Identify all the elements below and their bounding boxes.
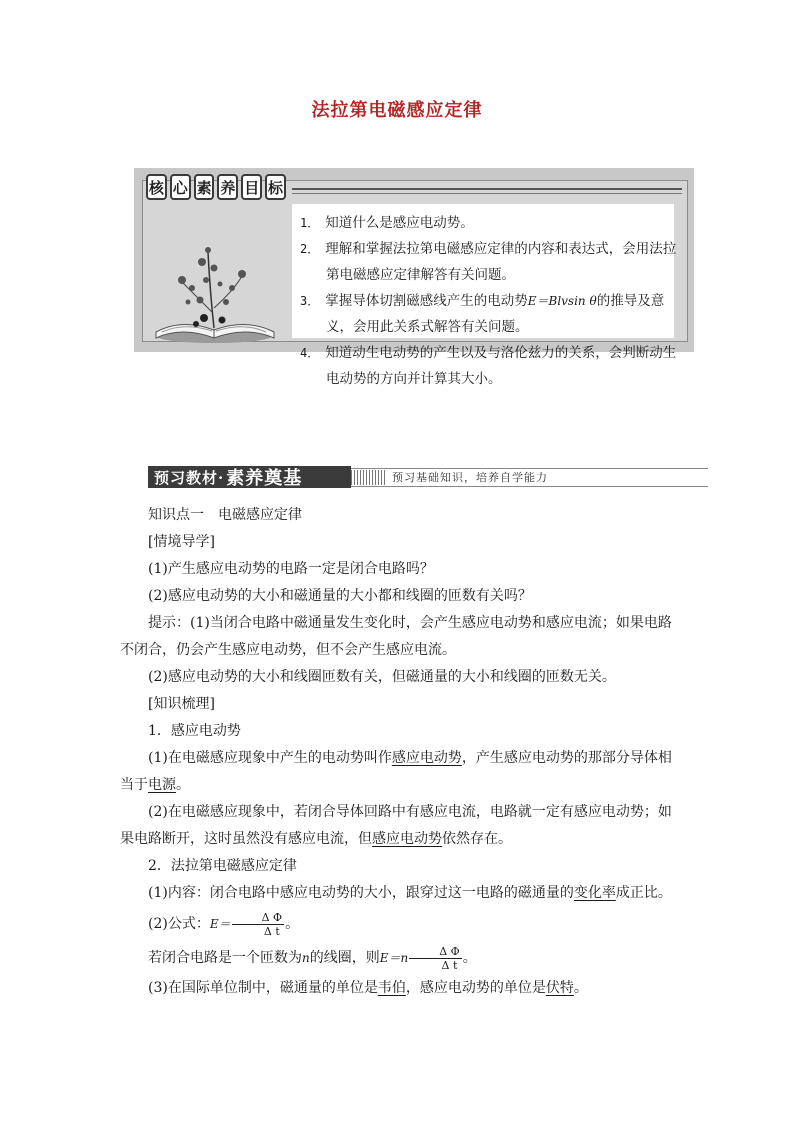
answer-blank: 变化率	[573, 885, 616, 901]
banner-subtitle: 预习基础知识，培养自学能力	[392, 471, 548, 484]
page-title: 法拉第电磁感应定律	[311, 100, 483, 121]
paragraph: (2)在电磁感应现象中，若闭合导体回路中有感应电流，电路就一定有感应电动势；如果电路断开，这时虽然没有感应电流，但感应电动势依然存在。	[120, 804, 672, 847]
header-char: 心	[170, 174, 191, 200]
section-tag: [情境导学]	[148, 534, 215, 550]
question: (2)感应电动势的大小和磁通量的大小都和线圈的匝数有关吗？	[148, 588, 532, 604]
goal-item: 4． 知道动生电动势的产生以及与洛伦兹力的关系，会判断动生电动势的方向并计算其大小。	[300, 345, 677, 387]
subheading: 2．法拉第电磁感应定律	[148, 858, 297, 874]
fraction: $\frac{\text{Δ Φ}}{\text{Δ t}}$	[409, 945, 461, 972]
body-text	[120, 502, 676, 1002]
header-rule	[292, 188, 682, 190]
paragraph: (1)内容：闭合电路中感应电动势的大小，跟穿过这一电路的磁通量的变化率成正比。	[148, 885, 672, 901]
subheading: 1．感应电动势	[148, 723, 241, 739]
goal-item: 2． 理解和掌握法拉第电磁感应定律的内容和表达式，会用法拉第电磁感应定律解答有关问题。	[300, 241, 677, 283]
hint: (2)感应电动势的大小和线圈匝数有关，但磁通量的大小和线圈的匝数无关。	[148, 669, 616, 685]
paragraph: (1)在电磁感应现象中产生的电动势叫作感应电动势，产生感应电动势的那部分导体相当于电源。	[120, 750, 672, 793]
answer-blank: 感应电动势	[391, 750, 462, 766]
section-tag: [知识梳理]	[148, 696, 215, 712]
header-char: 目	[241, 174, 262, 200]
answer-blank: 感应电动势	[372, 831, 442, 847]
paragraph: (3)在国际单位制中，磁通量的单位是韦伯，感应电动势的单位是伏特。	[148, 980, 588, 996]
knowledge-point: 知识点一 电磁感应定律	[148, 507, 302, 523]
hint: 提示：(1)当闭合电路中磁通量发生变化时，会产生感应电动势和感应电流；如果电路不闭合，仍会产生感应电动势，但不会产生感应电流。	[120, 615, 672, 658]
formula-line: 若闭合电路是一个匝数为n的线圈，则E＝n $\frac{\text{Δ Φ}}{\text{Δ t}}$ 。	[148, 944, 477, 972]
banner-title: 预习教材· 素养奠基	[148, 466, 351, 488]
answer-blank: 电源	[148, 777, 176, 793]
goal-item: 1． 知道什么是感应电动势。	[300, 215, 474, 231]
formula: E＝Blvsin θ	[527, 294, 597, 308]
header-char: 核	[146, 174, 167, 200]
header-char: 素	[194, 174, 215, 200]
answer-blank: 韦伯	[377, 980, 406, 996]
goal-item: 3． 掌握导体切割磁感线产生的电动势E＝Blvsin θ的推导及意义，会用此关系式解答有关问题。	[300, 293, 665, 335]
header-rule	[292, 193, 682, 194]
header-char: 养	[217, 174, 238, 200]
core-goals-header	[146, 174, 286, 202]
formula-line: (2)公式：E＝ $\frac{\text{Δ Φ}}{\text{Δ t}}$ 。	[148, 910, 300, 938]
banner-hatch	[351, 470, 385, 485]
fraction: $\frac{\text{Δ Φ}}{\text{Δ t}}$	[232, 911, 284, 938]
answer-blank: 伏特	[545, 980, 574, 996]
header-char: 标	[265, 174, 286, 200]
section-banner	[148, 466, 708, 488]
book-flower-illustration	[142, 232, 292, 352]
question: (1)产生感应电动势的电路一定是闭合电路吗？	[148, 561, 434, 577]
goals-list	[300, 210, 680, 392]
banner-rule	[351, 486, 708, 487]
